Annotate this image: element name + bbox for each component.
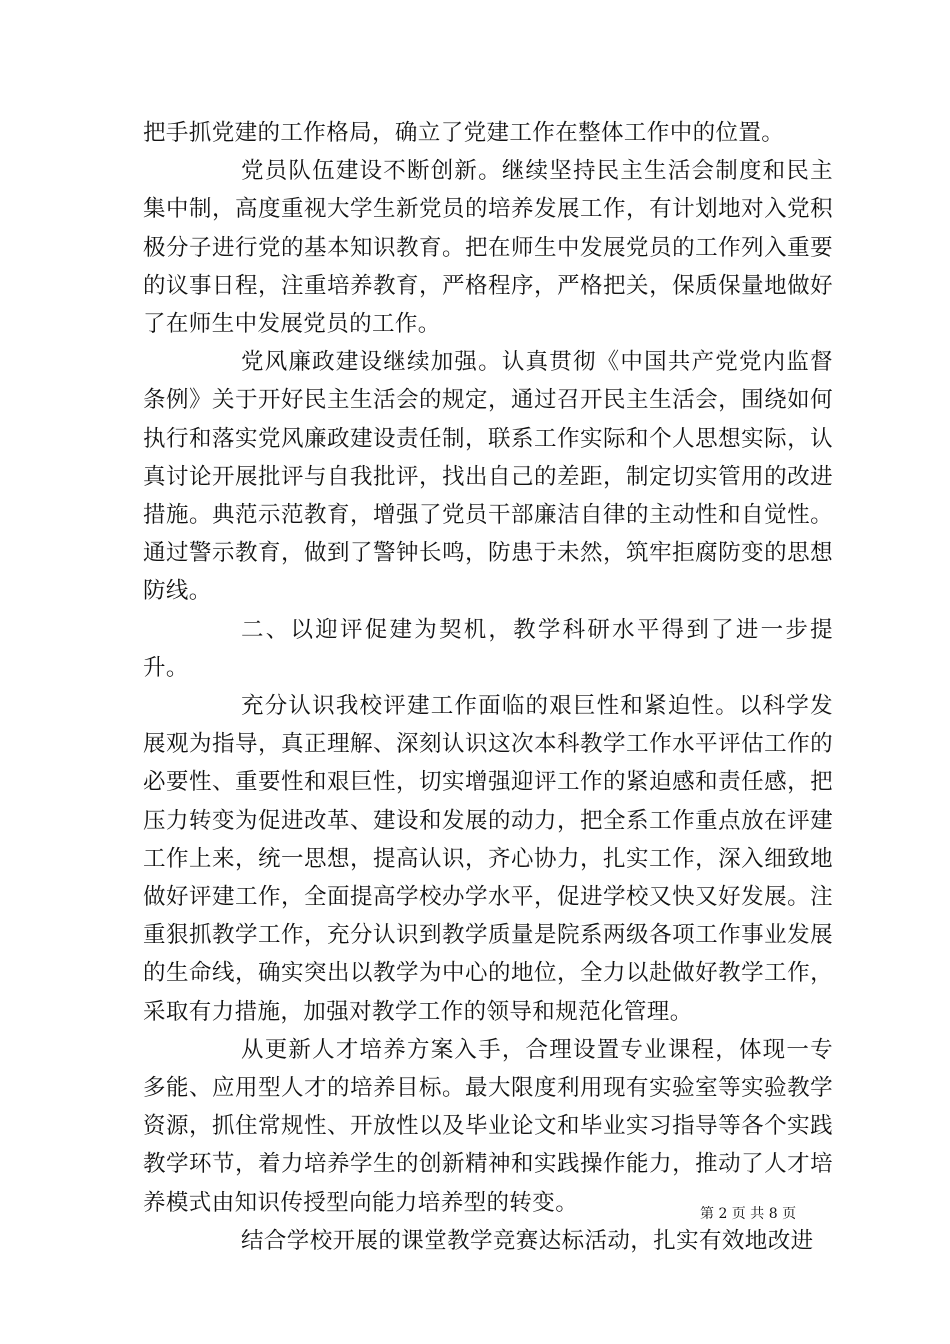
document-body [143,114,833,1260]
section-heading-2: 二、以迎评促建为契机，教学科研水平得到了进一步提升。 [143,616,833,681]
paragraph-talent-training: 从更新人才培养方案入手，合理设置专业课程，体现一专多能、应用型人才的培养目标。最大限度利用现有实验室等实验教学资源，抓住常规性、开放性以及毕业论文和毕业实习指导等各个实践教学环节，着力培养学生的创新精神和实践操作能力，推动了人才培养模式由知识传授型向能力培养型的转变。 [143,1036,833,1216]
paragraph-party-member-team: 党员队伍建设不断创新。继续坚持民主生活会制度和民主集中制，高度重视大学生新党员的培养发展工作，有计划地对入党积极分子进行党的基本知识教育。把在师生中发展党员的工作列入重要的议事日程，注重培养教育，严格程序，严格把关，保质保量地做好了在师生中发展党员的工作。 [143,158,833,338]
paragraph-integrity-building: 党风廉政建设继续加强。认真贯彻《中国共产党党内监督条例》关于开好民主生活会的规定，通过召开民主生活会，围绕如何执行和落实党风廉政建设责任制，联系工作实际和个人思想实际，认真讨论开展批评与自我批评，找出自己的差距，制定切实管用的改进措施。典范示范教育，增强了党员干部廉洁自律的主动性和自觉性。通过警示教育，做到了警钟长鸣，防患于未然，筑牢拒腐防变的思想防线。 [143,349,833,605]
page-number-footer: 第 2 页 共 8 页 [700,1206,797,1222]
paragraph-teaching-competition: 结合学校开展的课堂教学竞赛达标活动，扎实有效地改进 [241,1227,814,1254]
paragraph-continued: 把手抓党建的工作格局，确立了党建工作在整体工作中的位置。 [143,120,785,146]
paragraph-evaluation-work: 充分认识我校评建工作面临的艰巨性和紧迫性。以科学发展观为指导，真正理解、深刻认识这次本科教学工作水平评估工作的必要性、重要性和艰巨性，切实增强迎评工作的紧迫感和责任感，把压力转变为促进改革、建设和发展的动力，把全系工作重点放在评建工作上来，统一思想，提高认识，齐心协力，扎实工作，深入细致地做好评建工作，全面提高学校办学水平，促进学校又快又好发展。注重狠抓教学工作，充分认识到教学质量是院系两级各项工作事业发展的生命线，确实突出以教学为中心的地位，全力以赴做好教学工作，采取有力措施，加强对教学工作的领导和规范化管理。 [143,693,833,1025]
